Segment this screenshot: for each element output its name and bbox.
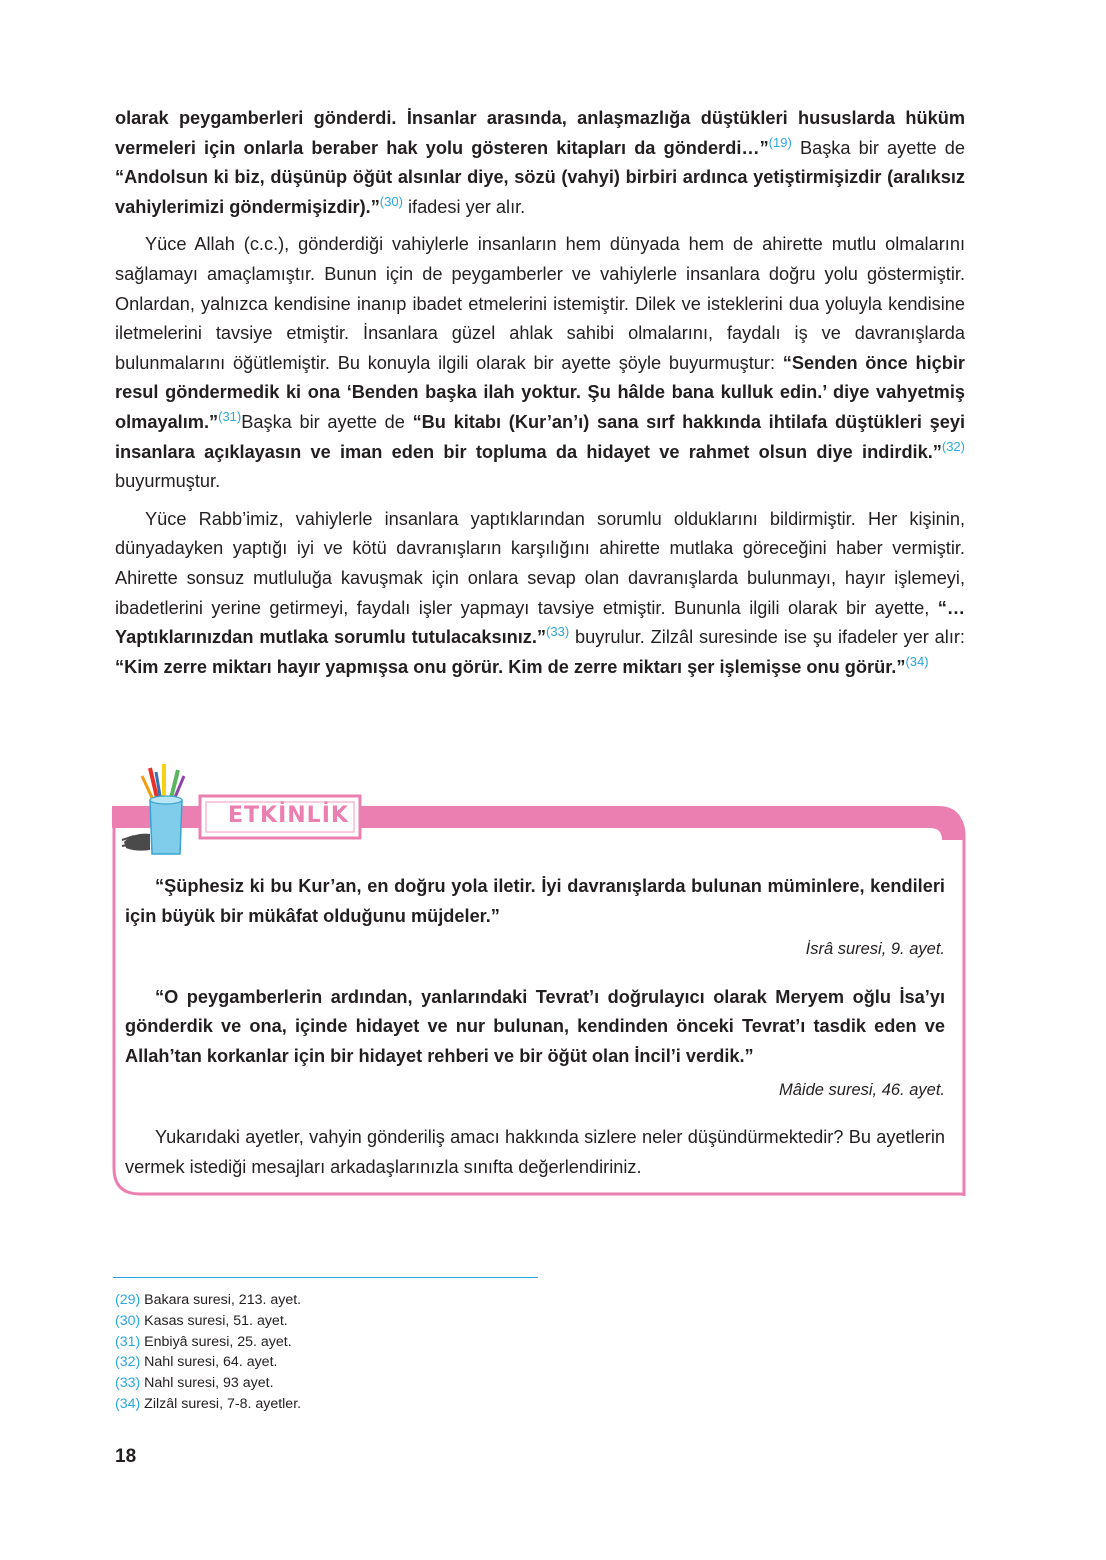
footnote-number: (33) (115, 1375, 141, 1392)
verse-enbiya-25: “Senden önce hiçbir resul göndermedik ki ona ‘Benden başka ilah yoktur. Şu hâlde bana kulluk edin.’ diye vahyetmiş olmayalım.” (115, 352, 966, 432)
paragraph-text: buyurmuştur. (115, 471, 221, 492)
paragraph-1 (115, 104, 965, 222)
footnote-ref-19: (19) (768, 134, 792, 150)
paragraph-text: Başka bir ayette de (791, 137, 966, 158)
activity-source-maide: Mâide suresi, 46. ayet. (779, 1080, 945, 1099)
page-number: 18 (115, 1446, 137, 1467)
verse-bakara-213: olarak peygamberleri gönderdi. İnsanlar arasında, anlaşmazlığa düştükleri hususlarda hüküm vermeleri için onlarla beraber hak yolu gösteren kitapları da gönderdi…” (115, 108, 965, 158)
footnote-item (115, 1352, 301, 1373)
paragraph-text: buyrulur. Zilzâl suresinde ise şu ifadeler yer alır: (569, 627, 965, 648)
footnotes-list (115, 1290, 301, 1415)
footnote-number: (32) (115, 1354, 141, 1371)
footnote-text: Enbiyâ suresi, 25. ayet. (140, 1333, 292, 1350)
activity-quote-text: “O peygamberlerin ardından, yanlarındaki Tevrat’ı doğrulayıcı olarak Meryem oğlu İsa’yı gönderdik ve ona, içinde hidayet ve nur bulunan, kendinden önceki Tevrat’ı tasdik eden ve Allah’tan korkanlar için bir hidayet rehberi ve bir öğüt olan İncil’i verdik.” (125, 986, 945, 1066)
footnote-ref-34: (34) (905, 653, 929, 669)
footnote-ref-33: (33) (546, 624, 570, 640)
footnote-text: Zilzâl suresi, 7-8. ayetler. (140, 1395, 302, 1412)
footnote-text: Bakara suresi, 213. ayet. (140, 1292, 302, 1308)
footnote-text: Nahl suresi, 93 ayet. (140, 1375, 274, 1392)
footnote-item (115, 1394, 301, 1415)
paragraph-3 (115, 505, 965, 683)
activity-source-isra: İsrâ suresi, 9. ayet. (805, 940, 945, 959)
footnote-ref-30: (30) (379, 193, 403, 209)
main-body-text (115, 104, 965, 690)
footnote-item (115, 1290, 301, 1311)
footnote-number: (31) (115, 1333, 141, 1350)
footnote-item (115, 1311, 301, 1332)
footnote-text: Kasas suresi, 51. ayet. (140, 1312, 288, 1329)
footnote-divider (113, 1277, 538, 1278)
paragraph-2 (115, 230, 965, 496)
activity-quote-isra (125, 872, 945, 931)
paragraph-text: Yüce Rabb’imiz, vahiylerle insanlara yaptıklarından sorumlu olduklarını bildirmiştir. Her kişinin, dünyadayken yaptığı iyi ve kötü davranışların karşılığını ahirette mutlaka göreceğini haber vermiştir. Ahirette sonsuz mutluluğa kavuşmak için onlara sevap olan davranışlarda bulunmayı, hayır işlemeyi, ibadetlerini yerine getirmeyi, faydalı işler yapmayı tavsiye etmiştir. Bununla ilgili olarak bir ayette, (115, 508, 965, 618)
activity-quote-text: “Şüphesiz ki bu Kur’an, en doğru yola iletir. İyi davranışlarda bulunan müminlere, kendileri için büyük bir mükâfat olduğunu müjdeler.” (125, 876, 945, 926)
verse-zilzal-7-8: “Kim zerre miktarı hayır yapmışsa onu görür. Kim de zerre miktarı şer işlemişse onu görür.” (115, 656, 906, 677)
footnote-ref-32: (32) (941, 438, 965, 454)
activity-question: Yukarıdaki ayetler, vahyin gönderiliş amacı hakkında sizlere neler düşündürmektedir? Bu ayetlerin vermek istediği mesajları arkadaşlarınızla sınıfta değerlendiriniz. (125, 1127, 945, 1177)
paragraph-text: ifadesi yer alır. (402, 196, 526, 217)
pencil-cup-icon (120, 762, 202, 860)
verse-nahl-93: “…Yaptıklarınızdan mutlaka sorumlu tutulacaksınız.” (115, 597, 965, 648)
footnote-number: (29) (115, 1292, 141, 1308)
footnote-number: (30) (115, 1312, 141, 1329)
footnote-number: (34) (115, 1395, 141, 1412)
paragraph-text: Başka bir ayette de (241, 411, 413, 432)
footnote-text: Nahl suresi, 64. ayet. (140, 1354, 278, 1371)
footnote-item (115, 1332, 301, 1353)
activity-content (125, 872, 945, 1182)
verse-nahl-64: “Bu kitabı (Kur’an’ı) sana sırf hakkında ihtilafa düştükleri şeyi insanlara açıklayasın ve iman eden bir topluma da hidayet ve rahmet olsun diye indirdik.” (115, 411, 965, 462)
activity-quote-maide (125, 983, 945, 1072)
footnote-ref-31: (31) (218, 408, 242, 424)
verse-kasas-51: “Andolsun ki biz, düşünüp öğüt alsınlar diye, sözü (vahyi) birbiri ardınca yetiştirmişizdir (aralıksız vahiylerimizi göndermişizdir).” (115, 167, 965, 217)
activity-title: ETKİNLİK (228, 803, 349, 828)
paragraph-text: Yüce Allah (c.c.), gönderdiği vahiylerle insanların hem dünyada hem de ahirette mutlu olmalarını sağlamayı amaçlamıştır. Bunun için de peygamberler ve vahiylerle insanlara doğru yolu göstermiştir. Onlardan, yalnızca kendisine inanıp ibadet etmelerini istemiştir. Dilek ve isteklerini dua yoluyla kendisine iletmelerini tavsiye etmiştir. İnsanlara güzel ahlak sahibi olmalarını, faydalı iş ve davranışlarda bulunmalarını öğütlemiştir. Bu konuyla ilgili olarak bir ayette şöyle buyurmuştur: (115, 234, 965, 373)
footnote-item (115, 1373, 301, 1394)
